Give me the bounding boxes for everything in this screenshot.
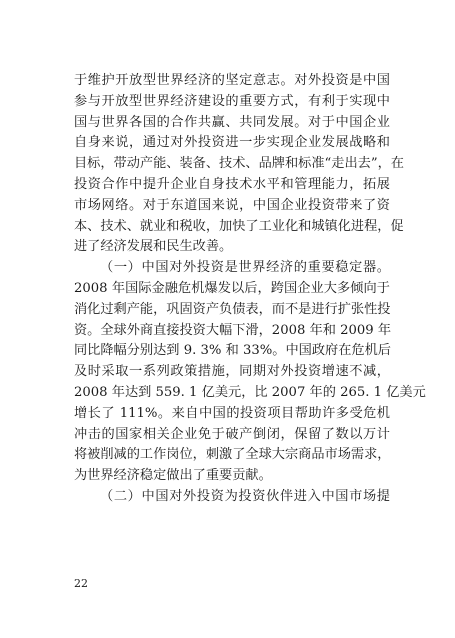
text-line: 增长了 111%。来自中国的投资项目帮助许多受危机 bbox=[74, 405, 390, 421]
section-heading-1: （一）中国对外投资是世界经济的重要稳定器。 bbox=[100, 260, 390, 276]
text-line: 消化过剩产能，巩固资产负债表，而不是进行扩张性投 bbox=[74, 301, 391, 317]
text-line: 为世界经济稳定做出了重要贡献。 bbox=[74, 468, 272, 484]
text-line: 参与开放型世界经济建设的重要方式，有利于实现中 bbox=[74, 93, 390, 109]
text-line: 投资合作中提升企业自身技术水平和管理能力，拓展 bbox=[74, 176, 390, 192]
text-line: 市场网络。对于东道国来说，中国企业投资带来了资 bbox=[74, 197, 390, 213]
text-line: 2008 年达到 559. 1 亿美元，比 2007 年的 265. 1 亿美元 bbox=[74, 384, 426, 400]
section-heading-2: （二）中国对外投资为投资伙伴进入中国市场提 bbox=[100, 488, 390, 504]
text-line: 本、技术、就业和税收，加快了工业化和城镇化进程，促 bbox=[74, 218, 404, 234]
text-line: 冲击的国家相关企业免于破产倒闭，保留了数以万计 bbox=[74, 426, 390, 442]
text-line: 及时采取一系列政策措施，同期对外投资增速不减， bbox=[74, 364, 390, 380]
body-text bbox=[74, 71, 426, 508]
text-line: 将被削减的工作岗位，刺激了全球大宗商品市场需求， bbox=[74, 447, 391, 463]
text-line: 于维护开放型世界经济的坚定意志。对外投资是中国 bbox=[74, 73, 390, 88]
page-number: 22 bbox=[74, 577, 88, 590]
text-line: 同比降幅分别达到 9. 3% 和 33%。中国政府在危机后 bbox=[74, 343, 391, 359]
text-line: 2008 年国际金融危机爆发以后，跨国企业大多倾向于 bbox=[74, 280, 390, 296]
text-line: 自身来说，通过对外投资进一步实现企业发展战略和 bbox=[74, 135, 390, 151]
text-line: 目标，带动产能、装备、技术、品牌和标准“走出去”，在 bbox=[74, 156, 404, 172]
text-line: 国与世界各国的合作共赢、共同发展。对于中国企业 bbox=[74, 114, 390, 130]
text-line: 进了经济发展和民生改善。 bbox=[74, 239, 233, 255]
text-line: 资。全球外商直接投资大幅下滑，2008 年和 2009 年 bbox=[74, 322, 392, 338]
